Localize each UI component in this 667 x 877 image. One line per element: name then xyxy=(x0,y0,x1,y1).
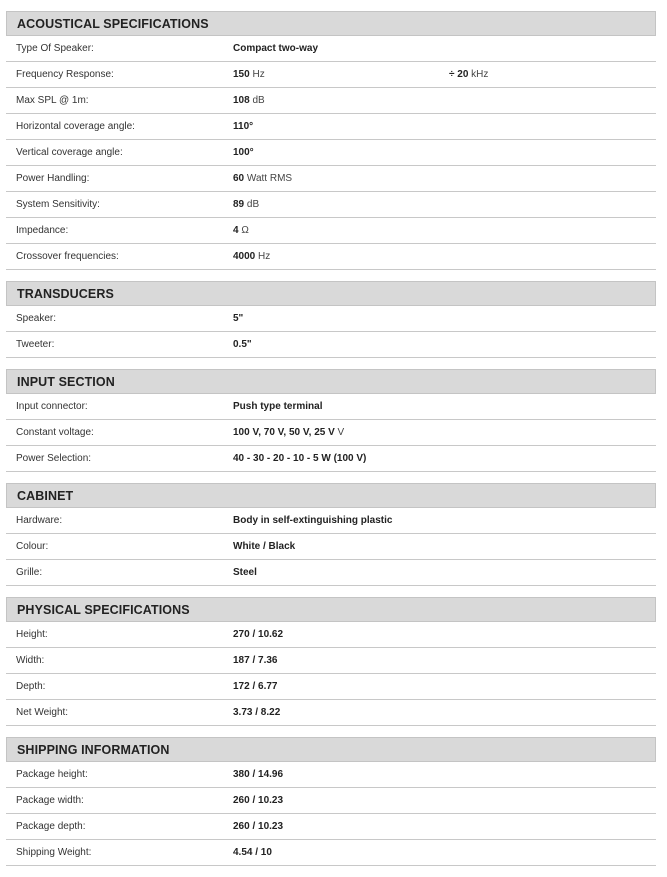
spec-value xyxy=(233,173,292,184)
spec-row-hardware xyxy=(6,508,656,534)
spec-label: Grille: xyxy=(16,567,43,578)
spec-unit: Hz xyxy=(249,69,265,80)
spec-value xyxy=(233,567,257,578)
spec-row-colour xyxy=(6,534,656,560)
spec-value-text: 150 xyxy=(233,69,250,80)
spec-value xyxy=(233,847,272,858)
spec-label: Vertical coverage angle: xyxy=(16,147,123,158)
spec-value xyxy=(233,199,259,210)
section-title: SHIPPING INFORMATION xyxy=(6,737,656,762)
spec-value-text: 172 / 6.77 xyxy=(233,681,278,692)
section-shipping xyxy=(6,737,656,866)
spec-label: Height: xyxy=(16,629,48,640)
spec-label: Package depth: xyxy=(16,821,86,832)
spec-unit: kHz xyxy=(468,69,489,80)
spec-value-text: 5" xyxy=(233,313,244,324)
spec-value-text: 260 / 10.23 xyxy=(233,795,284,806)
spec-value xyxy=(233,147,254,158)
spec-value-text: 60 xyxy=(233,173,245,184)
spec-value xyxy=(233,339,252,350)
spec-row-net-weight xyxy=(6,700,656,726)
spec-value xyxy=(233,427,344,438)
spec-value xyxy=(233,401,322,412)
spec-value-text: 260 / 10.23 xyxy=(233,821,284,832)
spec-value-text: ÷ 20 xyxy=(449,69,469,80)
spec-row-grille xyxy=(6,560,656,586)
spec-value-text: 108 xyxy=(233,95,250,106)
spec-row-depth xyxy=(6,674,656,700)
spec-value xyxy=(233,769,283,780)
spec-unit: Hz xyxy=(255,251,271,262)
spec-row-tweeter xyxy=(6,332,656,358)
spec-row-max-spl xyxy=(6,88,656,114)
spec-row-package-depth xyxy=(6,814,656,840)
spec-label: Package width: xyxy=(16,795,84,806)
spec-label: Horizontal coverage angle: xyxy=(16,121,135,132)
spec-value xyxy=(233,681,277,692)
spec-row-crossover xyxy=(6,244,656,270)
section-title: PHYSICAL SPECIFICATIONS xyxy=(6,597,656,622)
spec-row-power-handling xyxy=(6,166,656,192)
section-title: CABINET xyxy=(6,483,656,508)
spec-value-text: 4.54 / 10 xyxy=(233,847,272,858)
spec-label: Power Handling: xyxy=(16,173,90,184)
spec-value-text: 110° xyxy=(233,121,254,132)
spec-row-package-height xyxy=(6,762,656,788)
spec-value-text: Steel xyxy=(233,567,257,578)
spec-value-text: White / Black xyxy=(233,541,296,552)
spec-value-text: 4000 xyxy=(233,251,256,262)
spec-unit: dB xyxy=(249,95,265,106)
spec-label: Shipping Weight: xyxy=(16,847,92,858)
spec-value-upper xyxy=(449,69,488,80)
spec-value xyxy=(233,43,318,54)
spec-label: Net Weight: xyxy=(16,707,69,718)
spec-row-sensitivity xyxy=(6,192,656,218)
spec-unit: Watt RMS xyxy=(244,173,293,184)
spec-value xyxy=(233,69,265,80)
spec-value-text: 3.73 / 8.22 xyxy=(233,707,281,718)
spec-value-text: 40 - 30 - 20 - 10 - 5 W (100 V) xyxy=(233,453,367,464)
spec-value xyxy=(233,121,253,132)
spec-label: Max SPL @ 1m: xyxy=(16,95,89,106)
section-cabinet xyxy=(6,483,656,586)
spec-value xyxy=(233,453,366,464)
spec-value xyxy=(233,515,392,526)
spec-value-text: Body in self-extinguishing plastic xyxy=(233,515,393,526)
spec-label: Impedance: xyxy=(16,225,69,236)
section-title: ACOUSTICAL SPECIFICATIONS xyxy=(6,11,656,36)
spec-row-height xyxy=(6,622,656,648)
spec-row-horizontal-coverage xyxy=(6,114,656,140)
spec-label: Type Of Speaker: xyxy=(16,43,94,54)
section-acoustical xyxy=(6,11,656,270)
spec-unit: dB xyxy=(244,199,260,210)
spec-value xyxy=(233,821,283,832)
spec-label: Constant voltage: xyxy=(16,427,94,438)
spec-value xyxy=(233,795,283,806)
spec-label: Colour: xyxy=(16,541,49,552)
spec-value-text: Push type terminal xyxy=(233,401,323,412)
spec-row-vertical-coverage xyxy=(6,140,656,166)
spec-label: Power Selection: xyxy=(16,453,92,464)
spec-row-constant-voltage xyxy=(6,420,656,446)
section-transducers xyxy=(6,281,656,358)
spec-value xyxy=(233,655,277,666)
spec-row-type xyxy=(6,36,656,62)
spec-value xyxy=(233,95,265,106)
spec-label: Tweeter: xyxy=(16,339,55,350)
spec-value-text: 270 / 10.62 xyxy=(233,629,284,640)
spec-label: Width: xyxy=(16,655,45,666)
spec-row-speaker xyxy=(6,306,656,332)
section-title: INPUT SECTION xyxy=(6,369,656,394)
spec-value xyxy=(233,541,295,552)
spec-label: Speaker: xyxy=(16,313,57,324)
section-title: TRANSDUCERS xyxy=(6,281,656,306)
spec-row-power-selection xyxy=(6,446,656,472)
spec-value xyxy=(233,629,283,640)
spec-value-text: 0.5" xyxy=(233,339,252,350)
spec-unit: Ω xyxy=(238,225,249,236)
spec-label: Crossover frequencies: xyxy=(16,251,119,262)
spec-label: Package height: xyxy=(16,769,88,780)
spec-row-width xyxy=(6,648,656,674)
spec-value-text: Compact two-way xyxy=(233,43,319,54)
spec-row-impedance xyxy=(6,218,656,244)
spec-label: System Sensitivity: xyxy=(16,199,100,210)
spec-row-package-width xyxy=(6,788,656,814)
spec-value-text: 100 V, 70 V, 50 V, 25 V xyxy=(233,427,335,438)
spec-value xyxy=(233,251,270,262)
spec-value-text: 380 / 14.96 xyxy=(233,769,284,780)
spec-value-text: 89 xyxy=(233,199,245,210)
spec-label: Frequency Response: xyxy=(16,69,114,80)
spec-sheet xyxy=(6,11,656,877)
spec-value-text: 100° xyxy=(233,147,254,158)
spec-value xyxy=(233,225,249,236)
spec-label: Input connector: xyxy=(16,401,88,412)
spec-row-frequency-response xyxy=(6,62,656,88)
spec-value-text: 187 / 7.36 xyxy=(233,655,278,666)
spec-unit: V xyxy=(334,427,345,438)
spec-value xyxy=(233,313,243,324)
spec-row-input-connector xyxy=(6,394,656,420)
section-physical xyxy=(6,597,656,726)
spec-value xyxy=(233,707,280,718)
spec-row-shipping-weight xyxy=(6,840,656,866)
spec-value-text: 4 xyxy=(233,225,239,236)
spec-label: Depth: xyxy=(16,681,46,692)
spec-label: Hardware: xyxy=(16,515,63,526)
section-input xyxy=(6,369,656,472)
